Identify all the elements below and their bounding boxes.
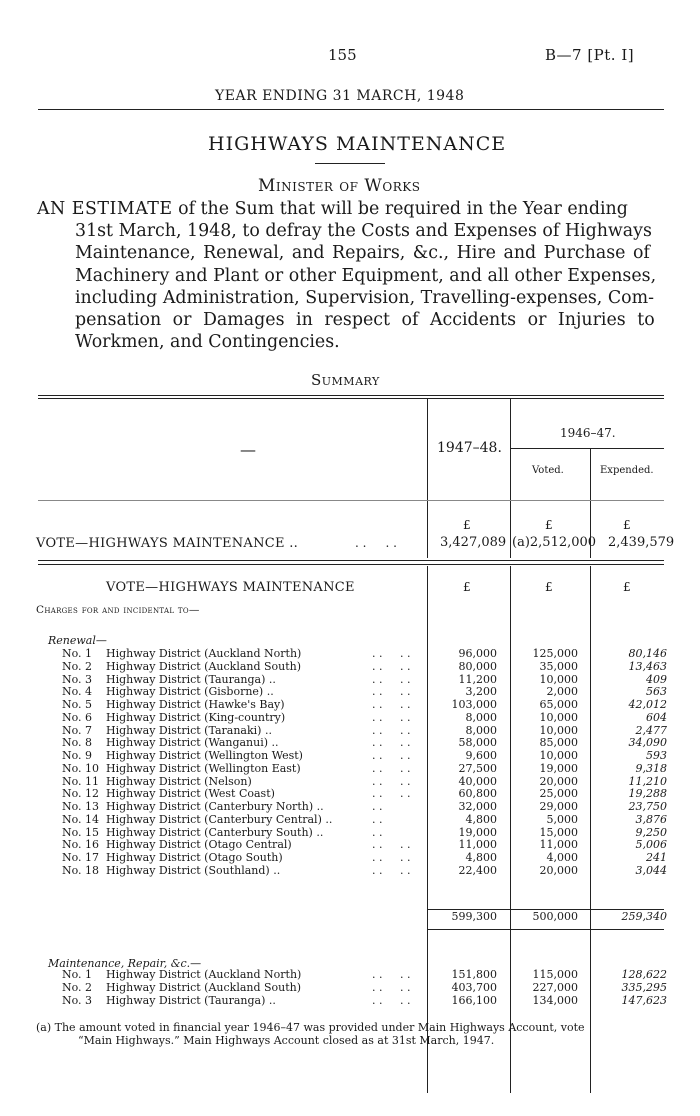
amount-voted-1946-47: 4,000: [546, 851, 578, 864]
leader-dots: . . . .: [372, 710, 411, 724]
district-number: No. 10: [62, 761, 100, 775]
amount-expended-1946-47: 147,623: [621, 994, 667, 1007]
district-name: Highway District (Hawke's Bay): [106, 698, 285, 711]
amount-voted-1946-47: 5,000: [546, 812, 578, 826]
amount-voted-1946-47: 85,000: [539, 736, 578, 750]
district-name: Highway District (Tauranga) ..: [106, 994, 276, 1007]
district-number: No. 3: [62, 672, 93, 686]
estimate-line: of the Sum that will be required in the Year ending: [178, 199, 628, 219]
amount-expended-1946-47: 241: [646, 851, 667, 864]
column-header-1946-47: 1946–47.: [560, 426, 616, 440]
amount-1947-48: 4,800: [465, 812, 497, 826]
leader-dots: . . . .: [372, 723, 411, 737]
district-number: No. 9: [62, 749, 93, 762]
year-heading: YEAR ENDING 31 MARCH, 1948: [215, 88, 465, 104]
amount-1947-48: 11,200: [458, 672, 497, 686]
leader-dots: . . . .: [372, 863, 411, 877]
district-number: No. 18: [62, 863, 100, 877]
footnote-line-2: “Main Highways.” Main Highways Account closed as at 31st March, 1947.: [78, 1034, 495, 1047]
amount-voted-1946-47: 134,000: [532, 994, 578, 1007]
district-name: Highway District (Wanganui) ..: [106, 736, 279, 750]
amount-1947-48: 80,000: [458, 659, 497, 673]
table-row: [0, 763, 700, 776]
minister-heading: Minister of Works: [258, 176, 421, 196]
district-number: No. 1: [62, 968, 93, 981]
amount-1947-48: 151,800: [451, 968, 497, 981]
amount-voted-1946-47: 125,000: [532, 647, 578, 660]
column-header-expended: Expended.: [600, 465, 654, 476]
col-divider-1: [427, 398, 428, 558]
amount-expended-1946-47: 9,318: [635, 761, 667, 775]
leader-dots: . . . .: [372, 968, 411, 981]
pound-sign: £: [545, 580, 553, 594]
table-row: [0, 648, 700, 661]
district-number: No. 8: [62, 736, 93, 750]
table-row: [0, 686, 700, 699]
district-number: No. 13: [62, 800, 100, 813]
estimate-line: Machinery and Plant or other Equipment, and all other Expenses,: [75, 265, 657, 286]
renewal-total-expended: 259,340: [621, 910, 667, 923]
table-row: [0, 661, 700, 674]
district-name: Highway District (Nelson): [106, 774, 252, 788]
leader-dots: . . . .: [355, 536, 397, 550]
pound-sign: £: [545, 518, 553, 532]
amount-voted-1946-47: 10,000: [539, 710, 578, 724]
leader-dots: . . . .: [372, 672, 411, 686]
table-row: [0, 827, 700, 840]
district-name: Highway District (Auckland South): [106, 659, 302, 673]
district-name: Highway District (West Coast): [106, 787, 275, 801]
amount-1947-48: 60,800: [458, 787, 497, 801]
vote-label: VOTE—HIGHWAYS MAINTENANCE ..: [36, 536, 299, 551]
renewal-total-row: [0, 911, 700, 924]
district-name: Highway District (Wellington East): [106, 761, 301, 775]
amount-voted-1946-47: 29,000: [539, 800, 578, 813]
estimate-line: Workmen, and Contingencies.: [75, 332, 340, 353]
column-header-1947-48: 1947–48.: [437, 440, 502, 456]
column-header-voted: Voted.: [532, 465, 564, 476]
amount-voted-1946-47: 10,000: [539, 723, 578, 737]
district-name: Highway District (Auckland South): [106, 981, 302, 994]
amount-expended-1946-47: 409: [646, 672, 667, 686]
summary-heading: Summary: [311, 371, 380, 389]
table-row: [0, 737, 700, 750]
amount-voted-1946-47: 20,000: [539, 863, 578, 877]
district-number: No. 12: [62, 787, 100, 801]
leader-dots: . .: [372, 825, 383, 839]
district-name: Highway District (King-country): [106, 710, 286, 724]
amount-voted-1946-47: 35,000: [539, 659, 578, 673]
district-number: No. 2: [62, 981, 93, 994]
estimate-line: Maintenance, Renewal, and Repairs, &c., Hire and Purchase of: [75, 243, 650, 264]
amount-1947-48: 8,000: [465, 723, 497, 737]
renewal-heading: Renewal—: [48, 634, 107, 647]
district-name: Highway District (Canterbury North) ..: [106, 800, 324, 813]
renewal-total-voted: 500,000: [532, 910, 578, 923]
district-number: No. 5: [62, 698, 93, 711]
amount-1947-48: 103,000: [451, 698, 497, 711]
district-number: No. 7: [62, 723, 93, 737]
amount-voted-1946-47: 10,000: [539, 749, 578, 762]
leader-dots: . . . .: [372, 994, 411, 1007]
leader-dots: . . . .: [372, 774, 411, 788]
amount-1947-48: 9,600: [465, 749, 497, 762]
leader-dots: . . . .: [372, 647, 411, 660]
page-title: HIGHWAYS MAINTENANCE: [208, 133, 507, 155]
amount-voted-1946-47: 2,000: [546, 685, 578, 699]
leader-dots: . . . .: [372, 787, 411, 801]
amount-1947-48: 32,000: [458, 800, 497, 813]
amount-voted-1946-47: 115,000: [532, 968, 578, 981]
amount-1947-48: 4,800: [465, 851, 497, 864]
amount-voted-1946-47: 227,000: [532, 981, 578, 994]
district-name: Highway District (Canterbury Central) ..: [106, 812, 333, 826]
detail-heading: VOTE—HIGHWAYS MAINTENANCE: [106, 580, 355, 595]
pound-sign: £: [623, 580, 631, 594]
leader-dots: . . . .: [372, 851, 411, 864]
district-number: No. 6: [62, 710, 93, 724]
pound-sign: £: [463, 518, 471, 532]
district-number: No. 4: [62, 685, 93, 699]
amount-1947-48: 8,000: [465, 710, 497, 724]
leader-dots: . . . .: [372, 749, 411, 762]
vote-expended-1946-47: 2,439,579: [608, 535, 675, 550]
amount-expended-1946-47: 3,044: [635, 863, 667, 877]
amount-expended-1946-47: 5,006: [635, 838, 667, 852]
amount-expended-1946-47: 80,146: [628, 647, 667, 660]
leader-dots: . . . .: [372, 659, 411, 673]
amount-1947-48: 403,700: [451, 981, 497, 994]
summary-bottom-rule: [38, 560, 664, 561]
document-reference: B—7 [Pt. I]: [545, 46, 635, 64]
amount-expended-1946-47: 128,622: [621, 968, 667, 981]
leader-dots: . .: [372, 812, 383, 826]
district-number: No. 15: [62, 825, 100, 839]
district-number: No. 2: [62, 659, 93, 673]
title-rule: [315, 163, 385, 164]
table-row: [0, 801, 700, 814]
table-row: [0, 674, 700, 687]
table-row: [0, 725, 700, 738]
amount-expended-1946-47: 42,012: [628, 698, 667, 711]
pound-sign: £: [623, 518, 631, 532]
summary-top-rule-2: [38, 398, 664, 399]
charges-heading: Charges for and incidental to—: [36, 604, 200, 616]
estimate-line: 31st March, 1948, to defray the Costs and Expenses of Highways: [75, 221, 652, 242]
district-name: Highway District (Auckland North): [106, 647, 302, 660]
district-number: No. 17: [62, 851, 100, 864]
amount-expended-1946-47: 593: [646, 749, 667, 762]
summary-bottom-rule-2: [38, 564, 664, 565]
amount-voted-1946-47: 19,000: [539, 761, 578, 775]
amount-expended-1946-47: 9,250: [635, 825, 667, 839]
pound-sign: £: [463, 580, 471, 594]
amount-expended-1946-47: 13,463: [628, 659, 667, 673]
leader-dots: . . . .: [372, 685, 411, 699]
amount-expended-1946-47: 335,295: [621, 981, 667, 994]
amount-expended-1946-47: 23,750: [628, 800, 667, 813]
district-name: Highway District (Otago Central): [106, 838, 292, 852]
summary-top-rule: [38, 395, 664, 396]
table-row: [0, 788, 700, 801]
year-1946-rule: [510, 448, 664, 449]
amount-1947-48: 11,000: [458, 838, 497, 852]
amount-expended-1946-47: 11,210: [628, 774, 667, 788]
table-row: [0, 969, 700, 982]
amount-voted-1946-47: 10,000: [539, 672, 578, 686]
table-row: [0, 852, 700, 865]
maintenance-heading: Maintenance, Repair, &c.—: [48, 957, 202, 970]
table-row: [0, 865, 700, 878]
table-row: [0, 814, 700, 827]
summary-head-rule: [38, 500, 664, 501]
amount-expended-1946-47: 2,477: [635, 723, 667, 737]
district-name: Highway District (Auckland North): [106, 968, 302, 981]
district-name: Highway District (Southland) ..: [106, 863, 281, 877]
amount-voted-1946-47: 20,000: [539, 774, 578, 788]
amount-voted-1946-47: 15,000: [539, 825, 578, 839]
district-name: Highway District (Gisborne) ..: [106, 685, 274, 699]
district-number: No. 16: [62, 838, 100, 852]
amount-1947-48: 22,400: [458, 863, 497, 877]
estimate-paragraph: [37, 198, 667, 353]
district-number: No. 1: [62, 647, 93, 660]
renewal-total-1947-48: 599,300: [451, 910, 497, 923]
leader-dots: . .: [372, 800, 383, 813]
amount-1947-48: 58,000: [458, 736, 497, 750]
amount-expended-1946-47: 3,876: [635, 812, 667, 826]
table-row: [0, 712, 700, 725]
leader-dots: . . . .: [372, 736, 411, 750]
amount-expended-1946-47: 563: [646, 685, 667, 699]
vote-voted-1946-47: (a)2,512,000: [512, 535, 597, 550]
amount-1947-48: 96,000: [458, 647, 497, 660]
amount-expended-1946-47: 604: [646, 710, 667, 724]
estimate-line: pensation or Damages in respect of Accidents or Injuries to: [75, 310, 655, 331]
header-rule: [38, 109, 664, 110]
district-number: No. 14: [62, 812, 100, 826]
district-name: Highway District (Tauranga) ..: [106, 672, 276, 686]
estimate-line: including Administration, Supervision, Travelling-expenses, Com-: [75, 287, 655, 308]
amount-voted-1946-47: 25,000: [539, 787, 578, 801]
amount-expended-1946-47: 19,288: [628, 787, 667, 801]
amount-1947-48: 40,000: [458, 774, 497, 788]
table-row: [0, 776, 700, 789]
vote-1947-48: 3,427,089: [440, 535, 507, 550]
district-name: Highway District (Canterbury South) ..: [106, 825, 324, 839]
table-row: [0, 750, 700, 763]
estimate-lead: AN ESTIMATE: [37, 199, 173, 219]
amount-1947-48: 3,200: [465, 685, 497, 699]
district-name: Highway District (Wellington West): [106, 749, 303, 762]
table-row: [0, 982, 700, 995]
amount-1947-48: 166,100: [451, 994, 497, 1007]
table-row: [0, 995, 700, 1008]
amount-voted-1946-47: 11,000: [539, 838, 578, 852]
district-number: No. 3: [62, 994, 93, 1007]
amount-voted-1946-47: 65,000: [539, 698, 578, 711]
amount-expended-1946-47: 34,090: [628, 736, 667, 750]
renewal-total-rule-2: [427, 929, 664, 930]
page-number: 155: [328, 46, 357, 64]
summary-dash: —: [240, 440, 256, 459]
table-row: [0, 699, 700, 712]
footnote-line-1: (a) The amount voted in financial year 1946–47 was provided under Main Highways Account, vote: [36, 1021, 585, 1034]
leader-dots: . . . .: [372, 838, 411, 852]
leader-dots: . . . .: [372, 698, 411, 711]
district-name: Highway District (Otago South): [106, 851, 283, 864]
table-row: [0, 839, 700, 852]
leader-dots: . . . .: [372, 761, 411, 775]
district-number: No. 11: [62, 774, 100, 788]
amount-1947-48: 27,500: [458, 761, 497, 775]
col-divider-2: [510, 398, 511, 558]
amount-1947-48: 19,000: [458, 825, 497, 839]
district-name: Highway District (Taranaki) ..: [106, 723, 272, 737]
leader-dots: . . . .: [372, 981, 411, 994]
